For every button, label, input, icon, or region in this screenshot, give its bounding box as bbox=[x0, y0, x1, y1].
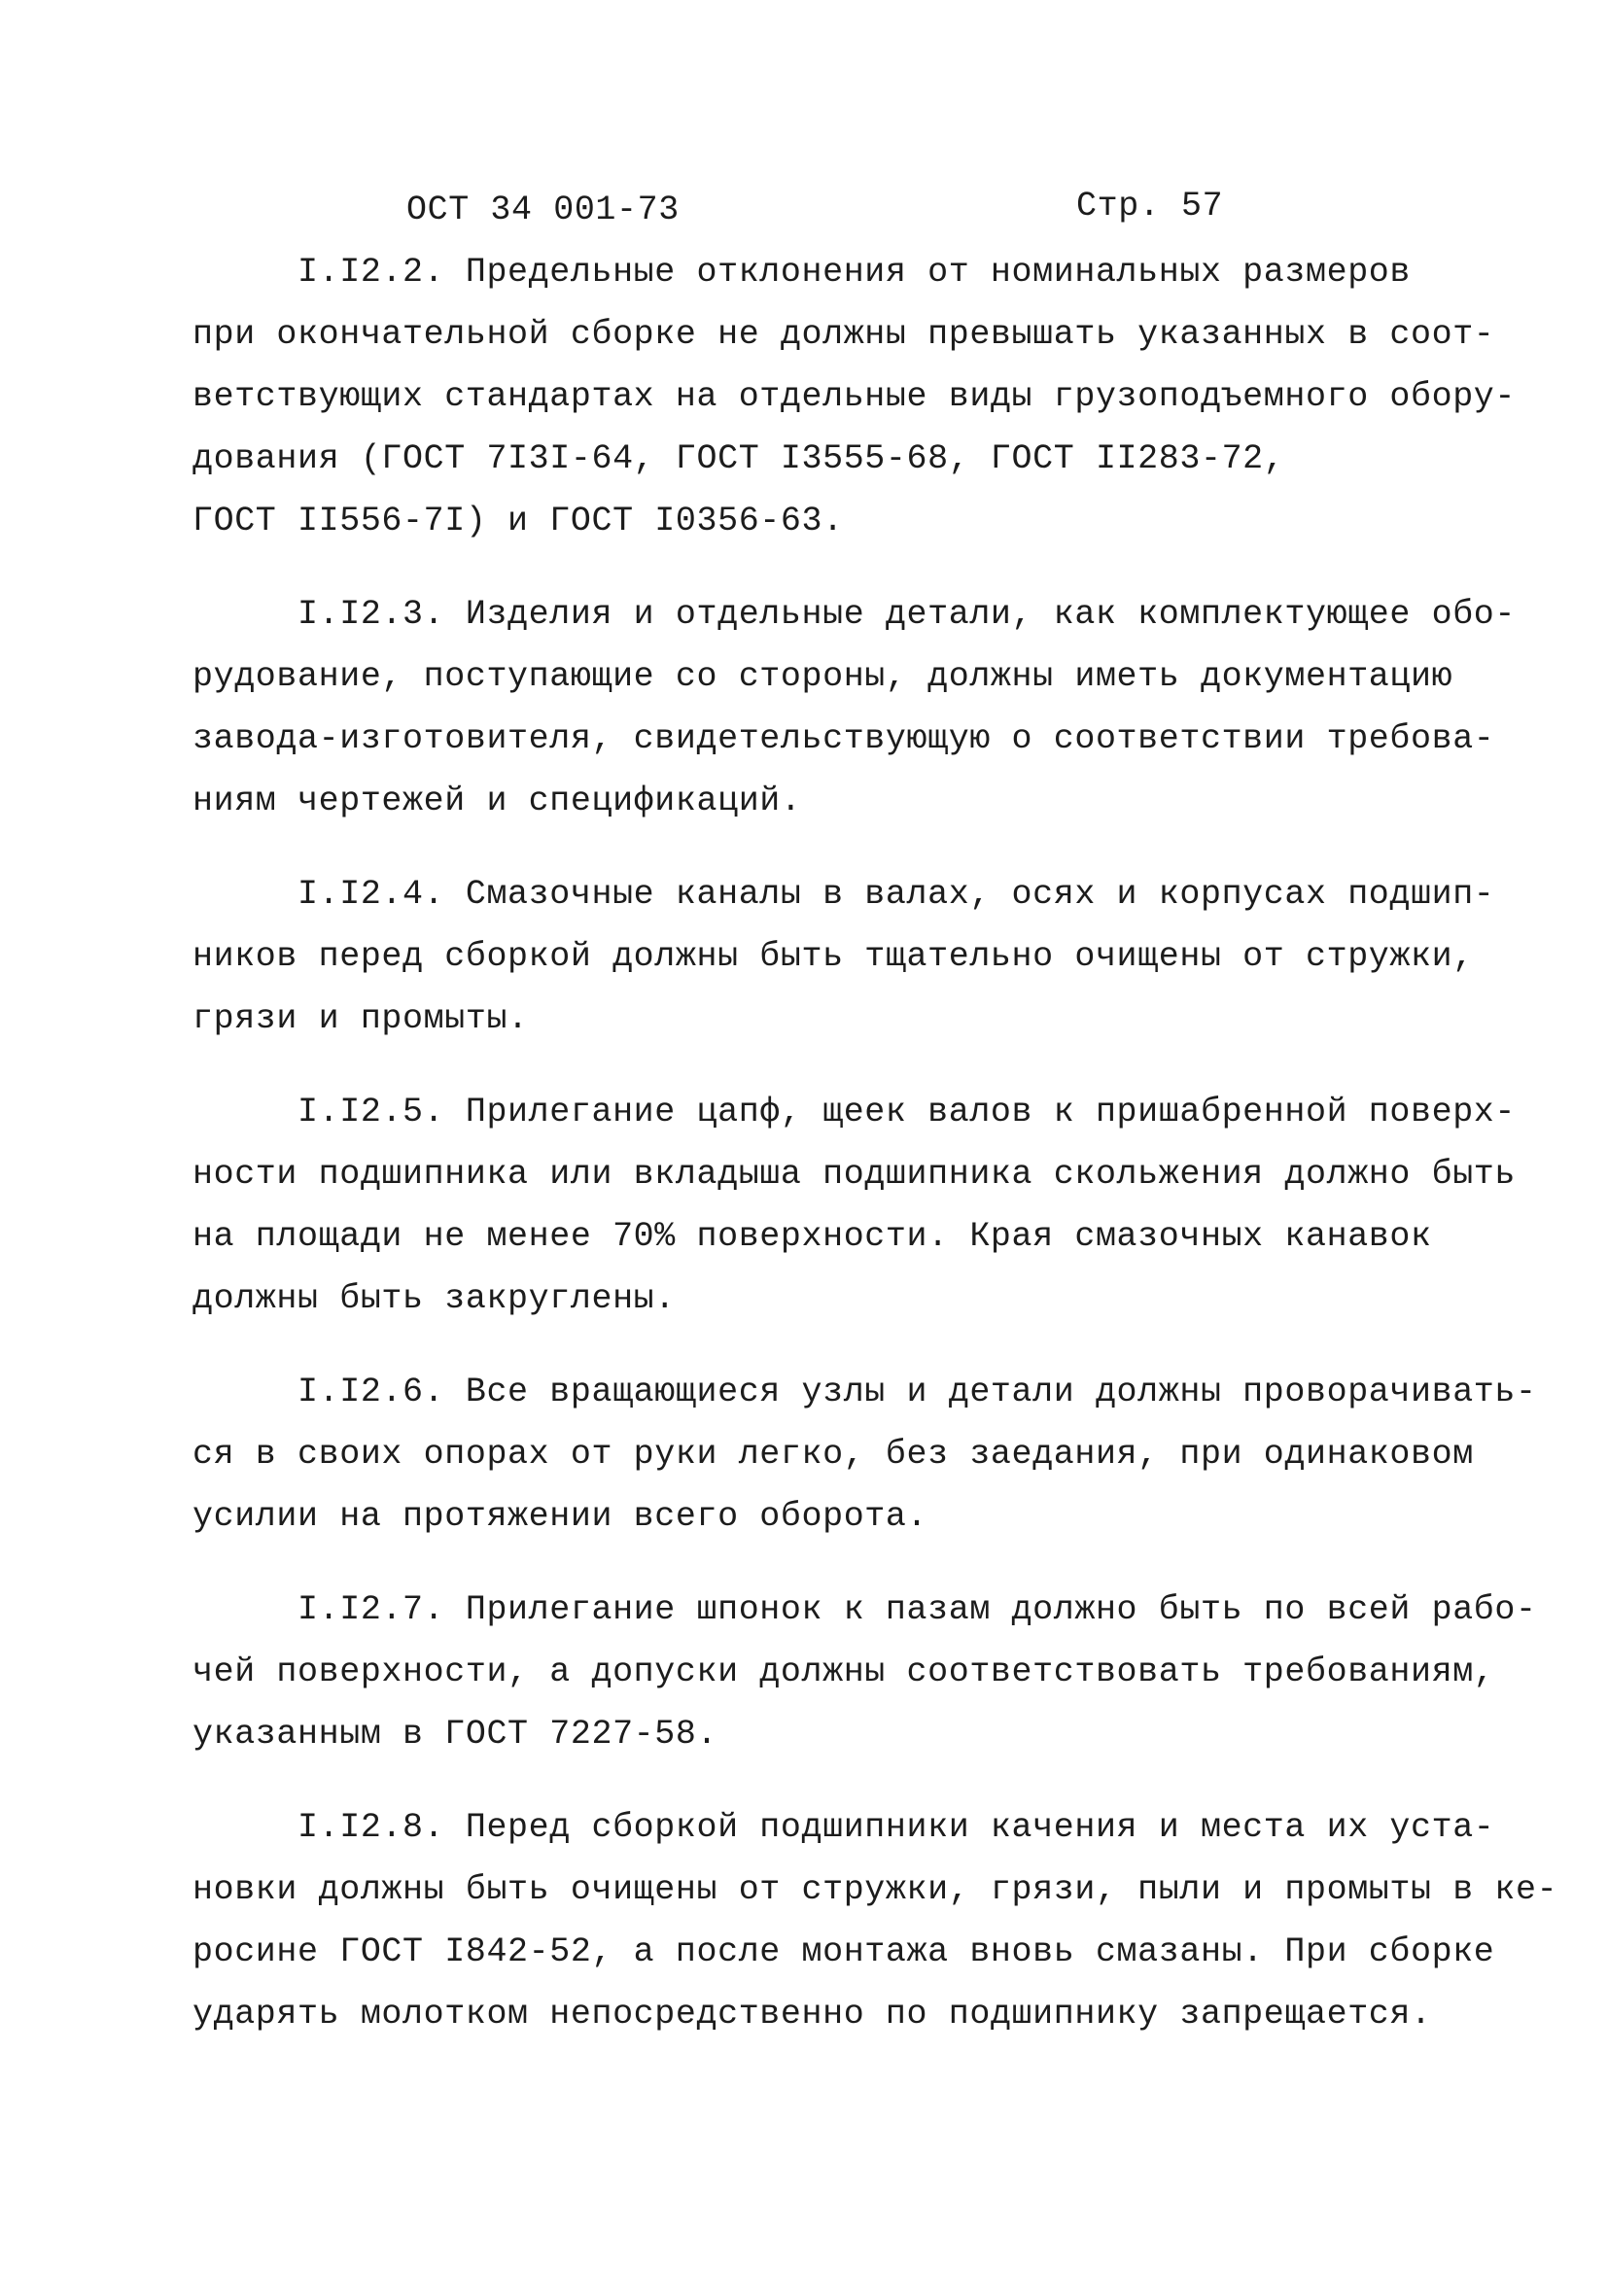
paragraph-1-12-2 bbox=[192, 241, 1517, 552]
document-body bbox=[192, 241, 1558, 2076]
text-line: на площади не менее 70% поверхности. Края смазочных канавок bbox=[192, 1217, 1432, 1256]
text-line: I.I2.8. Перед сборкой подшипники качения и места их уста- bbox=[192, 1808, 1495, 1847]
text-line: I.I2.6. Все вращающиеся узлы и детали должны проворачивать- bbox=[192, 1373, 1537, 1411]
text-line: новки должны быть очищены от стружки, грязи, пыли и промыты в ке- bbox=[192, 1870, 1558, 1909]
page-number: Стр. 57 bbox=[1076, 187, 1224, 226]
text-line: рудование, поступающие со стороны, должны иметь документацию bbox=[192, 657, 1453, 696]
text-line: ветствующих стандартах на отдельные виды грузоподъемного обору- bbox=[192, 377, 1517, 416]
text-line: I.I2.3. Изделия и отдельные детали, как комплектующее обо- bbox=[192, 595, 1517, 634]
paragraph-1-12-3 bbox=[192, 583, 1517, 832]
text-line: I.I2.5. Прилегание цапф, щеек валов к пришабренной поверх- bbox=[192, 1093, 1517, 1131]
text-line: I.I2.4. Смазочные каналы в валах, осях и корпусах подшип- bbox=[192, 875, 1495, 914]
text-line: указанным в ГОСТ 7227-58. bbox=[192, 1715, 718, 1754]
text-line: чей поверхности, а допуски должны соответствовать требованиям, bbox=[192, 1652, 1495, 1691]
paragraph-1-12-4 bbox=[192, 863, 1495, 1050]
text-line: ниям чертежей и спецификаций. bbox=[192, 782, 802, 820]
text-line: ников перед сборкой должны быть тщательно очищены от стружки, bbox=[192, 937, 1474, 976]
text-line: росине ГОСТ I842-52, а после монтажа вновь смазаны. При сборке bbox=[192, 1932, 1495, 1971]
document-code: ОСТ 34 001-73 bbox=[406, 191, 680, 229]
text-line: дования (ГОСТ 7I3I-64, ГОСТ I3555-68, ГОСТ II283-72, bbox=[192, 439, 1285, 478]
paragraph-1-12-5 bbox=[192, 1081, 1517, 1330]
text-line: должны быть закруглены. bbox=[192, 1279, 676, 1318]
text-line: ся в своих опорах от руки легко, без заедания, при одинаковом bbox=[192, 1435, 1474, 1474]
text-line: грязи и промыты. bbox=[192, 999, 529, 1038]
text-line: усилии на протяжении всего оборота. bbox=[192, 1497, 928, 1536]
text-line: I.I2.7. Прилегание шпонок к пазам должно быть по всей рабо- bbox=[192, 1590, 1537, 1629]
paragraph-1-12-8 bbox=[192, 1796, 1558, 2045]
text-line: завода-изготовителя, свидетельствующую о соответствии требова- bbox=[192, 719, 1495, 758]
text-line: ударять молотком непосредственно по подшипнику запрещается. bbox=[192, 1995, 1432, 2034]
text-line: ГОСТ II556-7I) и ГОСТ I0356-63. bbox=[192, 502, 844, 540]
paragraph-1-12-6 bbox=[192, 1361, 1537, 1548]
text-line: I.I2.2. Предельные отклонения от номинальных размеров bbox=[192, 253, 1411, 292]
paragraph-1-12-7 bbox=[192, 1579, 1537, 1765]
text-line: ности подшипника или вкладыша подшипника скольжения должно быть bbox=[192, 1155, 1517, 1194]
text-line: при окончательной сборке не должны превышать указанных в соот- bbox=[192, 315, 1495, 354]
